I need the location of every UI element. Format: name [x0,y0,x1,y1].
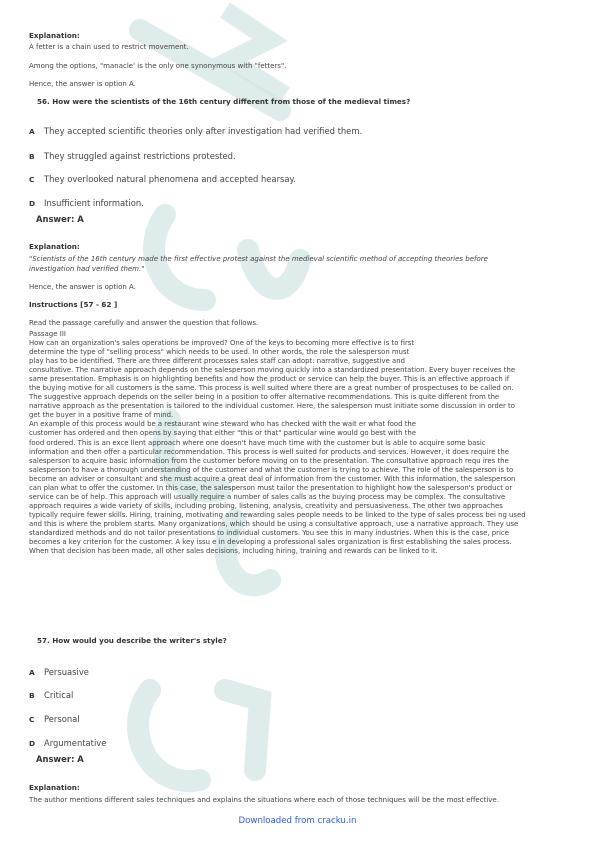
passage-line: salesperson to have a thorough understanding of the customer and what the customer is trying to achieve. The role of the salesperson is to [29,465,514,474]
q56-option-b[interactable] [29,151,236,161]
passage-line: become an adviser or consultant and she must acquire a great deal of information from the customer. With this information, the salesperson [29,474,516,483]
passage-line: salesperson to acquire basic information from the customer before moving on to the presentation. The consultative approach requ ires the [29,456,509,465]
passage-line: approach requires a wide variety of skills, including probing, listening, analysis, creativity and persuasiveness. The other two approaches [29,501,503,510]
q55-explanation-line: Among the options, "manacle' is the only one synonymous with "fetters". [29,62,287,70]
q57-option-b[interactable] [29,690,73,700]
q57-explanation-line: The author mentions different sales techniques and explains the situations where each of those techniques will be the most effective. [29,796,499,804]
passage-label: Passage III [29,330,66,338]
passage-line: get the buyer in a positive frame of mind. [29,411,174,420]
passage-line: typically require fewer skills. Hiring, training, motivating and rewarding sales people needs to be linked to the type of sales process bei ng used [29,510,526,519]
passage-line: consultative. The narrative approach depends on the salesperson moving quickly into a standardized presentation. Every buyer receives the [29,366,516,375]
passage-line: information and then offer a particular recommendation. This process is well suited for products and services. However, it does require the [29,447,509,456]
option-letter: B [29,152,35,161]
q56-answer: Answer: A [36,214,84,224]
passage-line: When that decision has been made, all other sales decisions, including hiring, training and rewards can be linked to it. [29,547,438,556]
q56-option-c[interactable] [29,174,296,184]
download-footer-link[interactable]: Downloaded from cracku.in [238,816,357,826]
passage-line: The suggestive approach depends on the seller being in a position to offer alternative recommendations. This is quite different from the [29,393,500,402]
passage-line: can plan what to offer the customer. In this case, the salesperson must tailor the presentation to highlight how the salesperson's product or [29,483,513,492]
option-text: Argumentative [44,738,107,748]
option-letter: A [29,668,35,677]
passage-line: An example of this process would be a restaurant wine steward who has checked with the wait er what food the [29,420,417,429]
q55-explanation-title: Explanation: [29,31,80,40]
q57-answer: Answer: A [36,754,84,764]
instructions-title: Instructions [57 - 62 ] [29,300,118,309]
option-text: They accepted scientific theories only after investigation had verified them. [44,126,363,136]
q56-option-d[interactable] [29,198,144,208]
passage-line: becomes a key criterion for the customer. A key issu e in developing a professional sales organization is first establishing the sales process. [29,538,512,547]
question-56: 56. How were the scientists of the 16th century different from those of the medieval times? [37,97,411,106]
option-letter: A [29,127,35,136]
option-text: They struggled against restrictions protested. [44,151,236,161]
q55-explanation-conclusion: Hence, the answer is option A. [29,80,136,88]
q57-option-d[interactable] [29,738,106,748]
q55-explanation-line: A fetter is a chain used to restrict movement. [29,43,189,51]
q56-option-a[interactable] [29,126,362,136]
question-57: 57. How would you describe the writer's style? [37,636,227,645]
instructions-line: Read the passage carefully and answer the question that follows. [29,319,259,327]
q57-explanation-title: Explanation: [29,783,80,792]
option-letter: C [29,175,35,184]
q56-explanation-conclusion: Hence, the answer is option A. [29,283,136,291]
passage-line: standardized methods and do not tailor presentations to individual customers. You see this in many industries. When this is the case, price [29,528,509,537]
option-letter: B [29,691,35,700]
passage-line: and this is where the problem starts. Many organizations, which should be using a consultative approach, use a narrative approach. They use [29,519,519,528]
passage-body [29,339,574,556]
option-text: Persuasive [44,667,89,677]
option-text: They overlooked natural phenomena and accepted hearsay. [44,174,296,184]
option-text: Insufficient information. [44,198,144,208]
passage-line: determine the type of "selling process" which needs to be used. In other words, the role the salesperson must [29,348,410,357]
q57-option-c[interactable] [29,714,80,724]
option-text: Critical [44,690,74,700]
passage-line: play has to be identified. There are three different processes sales staff can adopt: narrative, suggestive and [29,357,405,366]
q56-explanation-title: Explanation: [29,242,80,251]
passage-line: service can be of help. This approach will usually require a number of sales calls as the buying process may be complex. The consultative [29,492,506,501]
passage-line: narrative approach as the presentation is tailored to the individual customer. Here, the salesperson must initiate some discussion in order to [29,402,515,411]
passage-line: food ordered. This is an exce llent approach where one doesn't have much time with the customer but is able to acquire some basic [29,438,486,447]
q57-option-a[interactable] [29,667,89,677]
q56-explanation-quote-line: "Scientists of the 16th century made the first effective protest against the medieval scientific method of accepting theories before [29,255,488,263]
option-letter: C [29,715,35,724]
option-letter: D [29,739,36,748]
q56-explanation-quote-line: investigation had verified them." [29,265,145,273]
passage-line: same presentation. Emphasis is on highlighting benefits and how the product or service can help the buyer. This is an effective approach if [29,375,510,384]
passage-line: How can an organization's sales operations be improved? One of the keys to becoming more effective is to first [29,339,415,347]
passage-line: the buying motive for all customers is the same. This process is well suited where there are a great number of prospectuses to be called on. [29,384,514,393]
option-letter: D [29,199,36,208]
option-text: Personal [44,714,80,724]
passage-line: customer has ordered and then opens by saying that either "this or that" particular wine would go best with the [29,429,417,438]
